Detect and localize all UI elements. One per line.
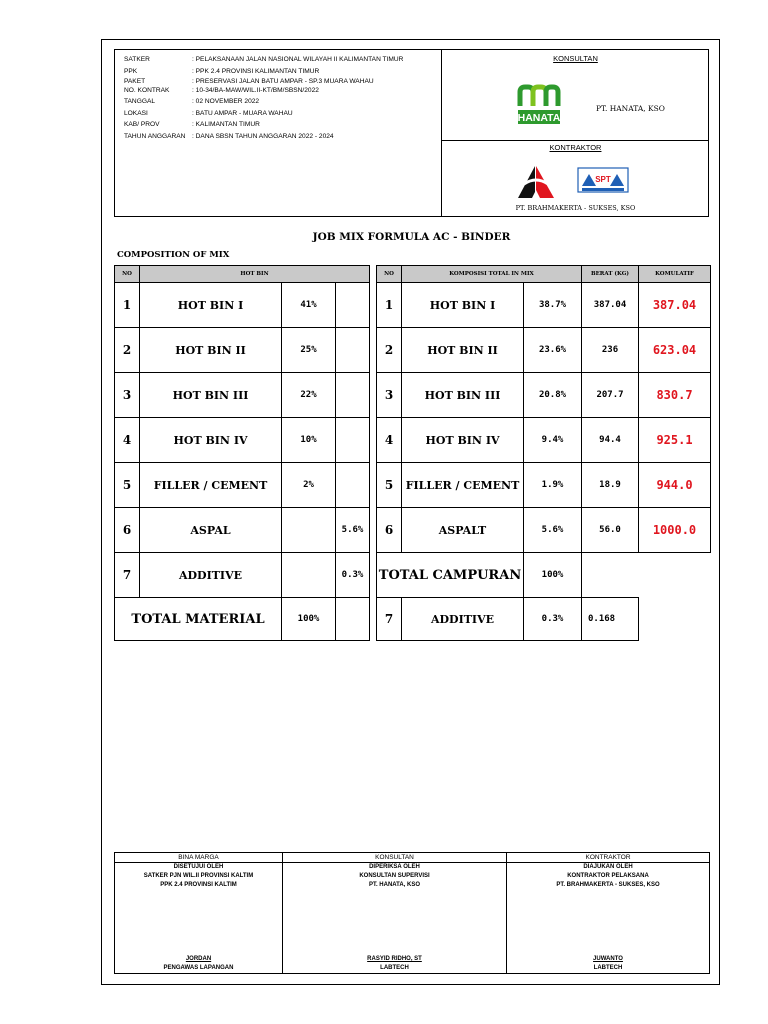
row-no: 2 [377,328,402,373]
row-berat: 94.4 [582,418,639,463]
table-row [115,283,370,328]
additive-blank [639,598,711,641]
signature-name: JUWANTO [593,956,623,962]
row-pct [282,508,336,553]
row-name: HOT BIN IV [140,418,282,463]
table-row [115,463,370,508]
table-row [377,373,711,418]
signature-block-konsultan [283,863,507,974]
row-berat: 56.0 [582,508,639,553]
row-name: HOT BIN III [140,373,282,418]
signature-body-row [115,863,710,974]
row-pct: 2% [282,463,336,508]
row-name: ASPALT [402,508,524,553]
signature-line: PT. HANATA, KSO [368,882,421,888]
row-no: 3 [377,373,402,418]
spt-logo [577,166,629,196]
total-campuran-row [377,553,711,598]
signature-name: RASYID RIDHO, ST [367,956,422,962]
signature-line: SATKER PJN WIL.II PROVINSI KALTIM [143,873,254,879]
row-no: 6 [115,508,140,553]
table-row [377,418,711,463]
table-row [377,463,711,508]
row-name: FILLER / CEMENT [140,463,282,508]
hot-bin-table [114,265,370,641]
row-no: 4 [115,418,140,463]
row-name: HOT BIN III [402,373,524,418]
row-name: ADDITIVE [140,553,282,598]
header-right-divider [441,140,709,141]
row-pct: 23.6% [524,328,582,373]
info-row-ppk: PPK : PPK 2.4 PROVINSI KALIMANTAN TIMUR [124,67,320,75]
row-no: 4 [377,418,402,463]
signature-line: DISETUJUI OLEH [173,864,224,870]
additive-name: ADDITIVE [402,598,524,641]
total-material-value: 100% [282,598,336,641]
signature-role: PENGAWAS LAPANGAN [163,965,234,971]
row-komulatif: 925.1 [639,418,711,463]
row-berat: 18.9 [582,463,639,508]
row-name: ASPAL [140,508,282,553]
row-pct2: 0.3% [336,553,370,598]
row-no: 5 [115,463,140,508]
signature-line: KONTRAKTOR PELAKSANA [567,873,649,879]
table-row [115,418,370,463]
signature-head-kontraktor: KONTRAKTOR [507,853,710,863]
signature-line: PPK 2.4 PROVINSI KALTIM [160,882,237,888]
signature-table [114,852,710,974]
row-pct2: 5.6% [336,508,370,553]
row-name: HOT BIN II [140,328,282,373]
brahmakerta-logo [516,164,556,200]
signature-role: LABTECH [593,965,623,971]
signature-line: PT. BRAHMAKERTA - SUKSES, KSO [556,882,660,888]
spt-logo-text: SPT [595,175,611,184]
composition-title: COMPOSITION OF MIX [117,250,230,260]
info-row-satker: SATKER : PELAKSANAAN JALAN NASIONAL WILAYAH II KALIMANTAN TIMUR [124,56,404,63]
additive-pct: 0.3% [524,598,582,641]
signature-role: LABTECH [380,965,409,971]
table-row [115,508,370,553]
signature-head-konsultan: KONSULTAN [283,853,507,863]
konsultan-name: PT. HANATA, KSO [596,104,665,113]
header-hot-bin: HOT BIN [140,266,370,283]
row-pct2 [336,463,370,508]
row-name: FILLER / CEMENT [402,463,524,508]
komposisi-table [376,265,711,641]
hot-bin-header-row [115,266,370,283]
row-pct: 41% [282,283,336,328]
total-campuran-blank [582,553,711,598]
row-name: HOT BIN I [140,283,282,328]
total-material-empty [336,598,370,641]
info-row-tahun: TAHUN ANGGARAN : DANA SBSN TAHUN ANGGARAN 2022 - 2024 [124,132,334,140]
kontraktor-label: KONTRAKTOR [549,143,602,152]
signature-line: DIPERIKSA OLEH [369,864,420,870]
header-no: NO [115,266,140,283]
total-campuran-value: 100% [524,553,582,598]
row-name: HOT BIN I [402,283,524,328]
row-berat: 207.7 [582,373,639,418]
info-row-kontrak: NO. KONTRAK : 10-34/BA-MAW/WIL.II-KT/BM/SBSN/2022 [124,87,319,94]
row-no: 5 [377,463,402,508]
row-no: 3 [115,373,140,418]
signature-line: DIAJUKAN OLEH [583,864,633,870]
table-row [115,553,370,598]
row-pct2 [336,418,370,463]
page-title: JOB MIX FORMULA AC - BINDER [312,231,511,243]
row-berat: 387.04 [582,283,639,328]
row-name: HOT BIN II [402,328,524,373]
total-campuran-label: TOTAL CAMPURAN [377,553,524,598]
info-row-lokasi: LOKASI : BATU AMPAR - MUARA WAHAU [124,109,293,117]
header-divider [441,49,442,217]
signature-head-bina-marga: BINA MARGA [115,853,283,863]
row-pct: 38.7% [524,283,582,328]
row-pct: 10% [282,418,336,463]
row-pct2 [336,373,370,418]
additive-row [377,598,711,641]
row-pct2 [336,283,370,328]
header-komposisi: KOMPOSISI TOTAL IN MIX [402,266,582,283]
table-row [115,328,370,373]
row-komulatif: 830.7 [639,373,711,418]
additive-berat: 0.168 [582,598,639,641]
row-komulatif: 623.04 [639,328,711,373]
header-berat: BERAT (KG) [582,266,639,283]
info-row-paket: PAKET : PRESERVASI JALAN BATU AMPAR - SP.3 MUARA WAHAU [124,78,374,85]
row-komulatif: 387.04 [639,283,711,328]
signature-block-kontraktor [507,863,710,974]
row-no: 6 [377,508,402,553]
row-no: 1 [115,283,140,328]
hanata-logo [517,84,561,126]
total-material-row [115,598,370,641]
konsultan-label: KONSULTAN [553,54,598,63]
table-row [377,283,711,328]
signature-header-row [115,853,710,863]
row-no: 7 [115,553,140,598]
table-row [115,373,370,418]
info-row-tanggal: TANGGAL : 02 NOVEMBER 2022 [124,98,260,105]
row-name: HOT BIN IV [402,418,524,463]
row-pct2 [336,328,370,373]
komposisi-header-row [377,266,711,283]
signature-block-bina-marga [115,863,283,974]
row-pct [282,553,336,598]
row-pct: 25% [282,328,336,373]
row-no: 2 [115,328,140,373]
kontraktor-name: PT. BRAHMAKERTA - SUKSES, KSO [515,204,636,212]
table-row [377,328,711,373]
row-komulatif: 944.0 [639,463,711,508]
header-no: NO [377,266,402,283]
row-pct: 22% [282,373,336,418]
signature-line: KONSULTAN SUPERVISI [359,873,430,879]
header-komulatif: KOMULATIF [639,266,711,283]
row-pct: 5.6% [524,508,582,553]
row-pct: 20.8% [524,373,582,418]
signature-name: JORDAN [185,956,212,962]
row-berat: 236 [582,328,639,373]
additive-no: 7 [377,598,402,641]
project-info [124,54,403,142]
row-komulatif: 1000.0 [639,508,711,553]
row-pct: 9.4% [524,418,582,463]
row-pct: 1.9% [524,463,582,508]
total-material-label: TOTAL MATERIAL [115,598,282,641]
hanata-logo-text: HANATA [517,112,561,124]
info-row-kab: KAB/ PROV : KALIMANTAN TIMUR [124,121,260,128]
table-row [377,508,711,553]
row-no: 1 [377,283,402,328]
